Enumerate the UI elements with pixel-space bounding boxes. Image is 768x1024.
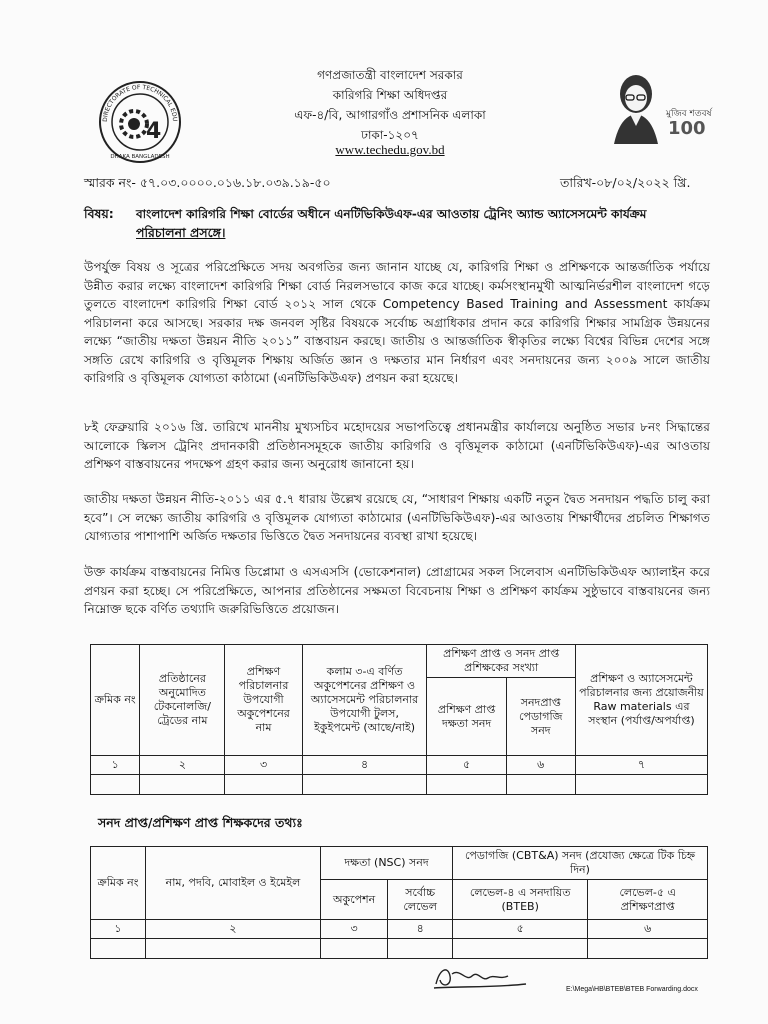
t2-header-nsc: দক্ষতা (NSC) সনদ (320, 847, 452, 880)
paragraph-4: উক্ত কার্যক্রম বাস্তবায়নের নিমিত্ত ডিপ্লোমা ও এসএসসি (ভোকেশনাল) প্রোগ্রামের সকল সিলেবাস এনটিভিকিউএফ অ্যালাইন করে প্রণয়ন করা হচ্ছে। সে পরিপ্রেক্ষিতে, আপনার প্রতিষ্ঠানের সক্ষমতা বিবেচনায় শিক্ষা ও প্রশিক্ষণ কার্যক্রম সুষ্ঠুভাবে বাস্তবায়নের জন্য নিম্নোক্ত ছকে বর্ণিত তথ্যাদি জরুরিভিত্তিতে প্রয়োজন। (84, 565, 710, 616)
t1-col-number: ৩ (225, 756, 302, 775)
t2-empty-cell[interactable] (91, 939, 146, 959)
paragraph-3: জাতীয় দক্ষতা উন্নয়ন নীতি-২০১১ এর ৫.৭ ধারায় উল্লেখ রয়েছে যে, “সাধারণ শিক্ষায় একটি নতুন দ্বৈত সনদায়ন পদ্ধতি চালু করা হবে”। সে লক্ষ্যে জাতীয় কারিগরি ও বৃত্তিমূলক যোগ্যতা কাঠামোর (এনটিভিকিউএফ)-এর আওতায় শিক্ষার্থীদের প্রচলিত শিক্ষাগত যোগ্যতার পাশাপাশি অর্জিত দক্ষতার ভিত্তিতে দ্বৈত সনদায়নের ব্যবস্থা রাখা হয়েছে। (84, 492, 710, 543)
t1-empty-cell[interactable] (506, 775, 575, 795)
t2-header-serial: ক্রমিক নং (91, 847, 146, 920)
t2-header-occupation: অকুপেশন (320, 880, 387, 920)
t2-header-name: নাম, পদবি, মোবাইল ও ইমেইল (145, 847, 320, 920)
t1-empty-cell[interactable] (140, 775, 225, 795)
t1-col-number: ১ (91, 756, 140, 775)
t2-header-pedagogy: পেডাগজি (CBT&A) সনদ (প্রযোজ্য ক্ষেত্রে টিক চিহ্ন দিন) (453, 847, 708, 880)
occupation-info-table (90, 644, 708, 795)
gov-name: গণপ্রজাতন্ত্রী বাংলাদেশ সরকার (317, 68, 463, 82)
t1-header-serial: ক্রমিক নং (91, 645, 140, 756)
memo-reference: স্মারক নং- ৫৭.০৩.০০০০.০১৬.১৮.০৩৯.১৯-৫০ (84, 175, 331, 190)
t1-header-skill-cert: প্রশিক্ষণ প্রাপ্ত দক্ষতা সনদ (427, 678, 506, 756)
t2-empty-cell[interactable] (588, 939, 708, 959)
svg-text:DIRECTORATE OF TECHNICAL EDUCA: DIRECTORATE OF TECHNICAL EDU (101, 83, 179, 123)
t1-header-occupation: প্রশিক্ষণ পরিচালনার উপযোগী অকুপেশনের নাম (225, 645, 302, 756)
t2-header-level: সর্বোচ্চ লেভেল (388, 880, 453, 920)
t1-empty-cell[interactable] (575, 775, 707, 795)
mujib-centenary-logo (606, 68, 712, 144)
t1-header-raw-materials: প্রশিক্ষণ ও অ্যাসেসমেন্ট পরিচালনার জন্য প্রয়োজনীয় Raw materials এর সংস্থান (পর্যাপ্ত/অপর্যাপ্ত) (575, 645, 707, 756)
file-path: E:\Mega\HB\BTEB\BTEB Forwarding.docx (566, 986, 698, 993)
subject-line-1: বাংলাদেশ কারিগরি শিক্ষা বোর্ডের অধীনে এনটিভিকিউএফ-এর আওতায় ট্রেনিং অ্যান্ড অ্যাসেসমেন্ট কার্যক্রম (136, 207, 647, 221)
paragraph-2: ৮ই ফেব্রুয়ারি ২০১৬ খ্রি. তারিখে মাননীয় মুখ্যসচিব মহোদয়ের সভাপতিত্বে প্রধানমন্ত্রীর কার্যালয়ে অনুষ্ঠিত সভার ৮নং সিদ্ধান্তের আলোকে স্কিলস ট্রেনিং প্রদানকারী প্রতিষ্ঠানসমূহকে জাতীয় কারিগরি ও বৃত্তিমূলক কাঠামো (এনটিভিকিউএফ)-এর আওতায় প্রশিক্ষণ বাস্তবায়নের পদক্ষেপ গ্রহণ করার জন্য অনুরোধ জানানো হয়। (84, 420, 710, 471)
t1-col-number: ৫ (427, 756, 506, 775)
t1-header-tools: কলাম ৩-এ বর্ণিত অকুপেশনের প্রশিক্ষণ ও অ্যাসেসমেন্ট পরিচালনার উপযোগী টুলস, ইকুইপমেন্ট (আছে/নাই) (302, 645, 427, 756)
t1-empty-cell[interactable] (225, 775, 302, 795)
t1-empty-cell[interactable] (302, 775, 427, 795)
department-name: কারিগরি শিক্ষা অধিদপ্তর (332, 88, 448, 102)
t2-empty-cell[interactable] (388, 939, 453, 959)
svg-text:মুজিব শতবর্ষ: মুজিব শতবর্ষ (666, 109, 712, 119)
t2-col-number: ৬ (588, 920, 708, 939)
t1-header-pedagogy-cert: সনদপ্রাপ্ত পেডাগজি সনদ (506, 678, 575, 756)
t1-col-number: ৪ (302, 756, 427, 775)
svg-text:DHAKA BANGLADESH: DHAKA BANGLADESH (110, 154, 170, 160)
t2-col-number: ৩ (320, 920, 387, 939)
svg-text:100: 100 (668, 118, 706, 139)
t1-col-number: ২ (140, 756, 225, 775)
t2-col-number: ৫ (453, 920, 588, 939)
subject-line-2: পরিচালনা প্রসঙ্গে। (136, 225, 226, 240)
t1-header-technology: প্রতিষ্ঠানের অনুমোদিত টেকনোলজি/ ট্রেডের নাম (140, 645, 225, 756)
t2-col-number: ৪ (388, 920, 453, 939)
directorate-logo (98, 80, 182, 164)
address-line: এফ-৪/বি, আগারগাঁও প্রশাসনিক এলাকা (294, 108, 486, 122)
t1-empty-cell[interactable] (427, 775, 506, 795)
teachers-info-title: সনদ প্রাপ্ত/প্রশিক্ষণ প্রাপ্ত শিক্ষকদের তথ্যঃ (98, 815, 303, 830)
paragraph-1: উপর্যুক্ত বিষয় ও সূত্রের পরিপ্রেক্ষিতে সদয় অবগতির জন্য জানান যাচ্ছে যে, কারিগরি শিক্ষা ও প্রশিক্ষণকে আন্তর্জাতিক পর্যায়ে উন্নীত করার লক্ষ্যে বাংলাদেশ কারিগরি শিক্ষা বোর্ড নিরলসভাবে কাজ করে যাচ্ছে। কর্মসংস্থানমুখী আত্মনির্ভরশীল বাংলাদেশ গড়ে তুলতে বাংলাদেশ কারিগরি শিক্ষা বোর্ড ২০১২ সাল থেকে Competency Based Training and Assessment কার্যক্রম পরিচালনা করে আসছে। সরকার দক্ষ জনবল সৃষ্টির বিষয়কে সর্বোচ্চ অগ্রাধিকার প্রদান করে কারিগরি শিক্ষার সামগ্রিক উন্নয়নের লক্ষ্যে “জাতীয় দক্ষতা উন্নয়ন নীতি ২০১১” বাস্তবায়ন করছে। জাতীয় ও আন্তর্জাতিক স্বীকৃতির লক্ষ্যে বিশ্বের বিভিন্ন দেশের সঙ্গে সঙ্গতি রেখে কারিগরি ও বৃত্তিমূলক শিক্ষায় অর্জিত জ্ঞান ও দক্ষতার মান নির্ধারণ এবং সনদায়নের জন্য ২০০৯ সালে জাতীয় কারিগরি ও বৃত্তিমূলক যোগ্যতা কাঠামো (এনটিভিকিউএফ) প্রণয়ন করা হয়েছে। (84, 260, 710, 385)
t2-header-level4: লেভেল-৪ এ সনদায়িত (BTEB) (453, 880, 588, 920)
t1-col-number: ৭ (575, 756, 707, 775)
t1-header-cert-group: প্রশিক্ষণ প্রাপ্ত ও সনদ প্রাপ্ত প্রশিক্ষকের সংখ্যা (427, 645, 575, 678)
t2-header-level5: লেভেল-৫ এ প্রশিক্ষণপ্রাপ্ত (588, 880, 708, 920)
website-link[interactable]: www.techedu.gov.bd (335, 142, 445, 157)
subject-label: বিষয়: (84, 206, 114, 221)
signature (430, 962, 530, 992)
t2-empty-cell[interactable] (320, 939, 387, 959)
svg-text:4: 4 (146, 119, 162, 144)
t1-col-number: ৬ (506, 756, 575, 775)
t2-col-number: ১ (91, 920, 146, 939)
city-line: ঢাকা-১২০৭ (361, 128, 419, 142)
teachers-info-table (90, 846, 708, 959)
memo-date: তারিখ-০৮/০২/২০২২ খ্রি. (560, 175, 691, 190)
t2-col-number: ২ (145, 920, 320, 939)
t1-empty-cell[interactable] (91, 775, 140, 795)
t2-empty-cell[interactable] (453, 939, 588, 959)
t2-empty-cell[interactable] (145, 939, 320, 959)
